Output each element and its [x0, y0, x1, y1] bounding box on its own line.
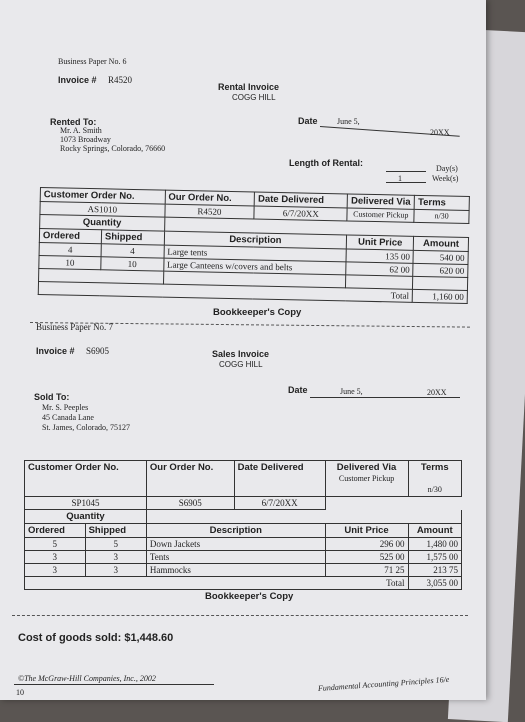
table-row: 4 4 Large tents 135 00 540 00: [39, 242, 468, 264]
paper6-title: Rental Invoice: [218, 82, 280, 92]
paper6-date-label: Date: [298, 116, 318, 126]
col-date-delivered: Date Delivered: [254, 192, 347, 208]
paper6-length-value: 1: [398, 174, 402, 183]
col-shipped: Shipped: [85, 524, 146, 538]
col-unit-price: Unit Price: [325, 524, 408, 538]
col-our-order: Our Order No.: [146, 461, 234, 497]
paper6-rented-to-label: Rented To:: [50, 117, 97, 127]
paper7-total-label: Total: [25, 577, 409, 590]
paper6-unit-weeks: Week(s): [432, 174, 459, 183]
paper6-address-line1: Mr. A. Smith: [60, 126, 102, 135]
paper6-unit-days: Day(s): [436, 164, 458, 173]
paper6-total: 1,160 00: [412, 289, 467, 303]
table-row: 3 3 Tents 525 00 1,575 00: [25, 551, 462, 564]
paper6-copy-label: Bookkeeper's Copy: [213, 307, 302, 318]
paper6-invoice-number: R4520: [108, 75, 133, 85]
col-our-order: Our Order No.: [165, 190, 255, 206]
col-amount: Amount: [408, 524, 461, 538]
paper7-title: Sales Invoice: [212, 349, 270, 359]
paper7-customer-order-no: SP1045: [25, 497, 147, 510]
paper6-company: COGG HILL: [232, 93, 276, 102]
paper7-date-line: [310, 397, 460, 398]
paper6-our-order-no: R4520: [165, 204, 255, 219]
paper6-invoice-label: Invoice #: [58, 75, 97, 85]
paper7-address-line2: 45 Canada Lane: [42, 413, 94, 422]
col-date-delivered: Date Delivered: [234, 461, 325, 497]
paper6-address-line3: Rocky Springs, Colorado, 76660: [60, 144, 166, 153]
table-row: 10 10 Large Canteens w/covers and belts 62 00 620 00: [39, 255, 468, 277]
col-description: Description: [164, 231, 347, 249]
col-customer-order: Customer Order No.: [40, 188, 165, 205]
col-customer-order: Customer Order No.: [25, 461, 147, 497]
table-row: 5 5 Down Jackets 296 00 1,480 00: [25, 538, 462, 551]
paper7-invoice-label: Invoice #: [36, 346, 75, 356]
paper7-terms: n/30: [427, 485, 442, 494]
cut-line: [12, 615, 468, 616]
col-ordered: Ordered: [25, 524, 86, 538]
paper6-date-delivered: 6/7/20XX: [254, 206, 347, 221]
paper6-date-year: 20XX: [430, 128, 450, 137]
paper7-invoice-table: [24, 460, 462, 590]
col-amount: Amount: [414, 236, 469, 251]
paper7-our-order-no: S6905: [146, 497, 234, 510]
col-delivered-via: Delivered Via Customer Pickup: [325, 461, 408, 497]
cost-of-goods-note: Cost of goods sold: $1,448.60: [18, 632, 174, 644]
col-quantity: Quantity: [40, 215, 165, 232]
paper6-length-label: Length of Rental:: [289, 158, 363, 168]
col-unit-price: Unit Price: [347, 235, 414, 250]
book-title: Fundamental Accounting Principles 16/e: [317, 674, 450, 693]
table-row: 3 3 Hammocks 71 25 213 75: [25, 564, 462, 577]
col-description: Description: [146, 524, 325, 538]
paper7-delivered-via: Customer Pickup: [338, 474, 395, 483]
col-quantity: Quantity: [25, 510, 147, 524]
page-number: 10: [16, 688, 24, 697]
col-terms: Terms: [414, 195, 469, 210]
paper7-date-year: 20XX: [427, 388, 447, 397]
paper6-total-label: Total: [38, 281, 412, 302]
paper7-company: COGG HILL: [219, 360, 263, 369]
paper6-address-line2: 1073 Broadway: [60, 135, 111, 144]
paper6-delivered-via: Customer Pickup: [347, 208, 414, 222]
paper7-copy-label: Bookkeeper's Copy: [205, 591, 294, 602]
paper7-address-line1: Mr. S. Peeples: [42, 403, 89, 412]
paper7-total: 3,055 00: [408, 577, 461, 590]
col-ordered: Ordered: [39, 229, 101, 244]
paper6-customer-order-no: AS1010: [40, 202, 165, 218]
paper7-sold-to-label: Sold To:: [34, 392, 70, 402]
paper6-heading: Business Paper No. 6: [58, 57, 127, 66]
paper6-invoice-table: [38, 187, 470, 304]
col-terms: Terms n/30: [408, 461, 461, 497]
paper7-date-delivered: 6/7/20XX: [234, 497, 325, 510]
paper7-invoice-number: S6905: [86, 346, 110, 356]
paper6-terms: n/30: [414, 209, 469, 223]
copyright-notice: ©The McGraw-Hill Companies, Inc., 2002: [18, 674, 156, 683]
col-shipped: Shipped: [101, 230, 164, 245]
paper7-heading: Business Paper No. 7: [36, 322, 113, 332]
paper7-date-day: June 5,: [340, 387, 363, 396]
paper7-address-line3: St. James, Colorado, 75127: [42, 423, 130, 432]
paper6-date-day: June 5,: [337, 117, 360, 126]
paper7-date-label: Date: [288, 385, 308, 395]
col-delivered-via: Delivered Via: [347, 194, 414, 209]
